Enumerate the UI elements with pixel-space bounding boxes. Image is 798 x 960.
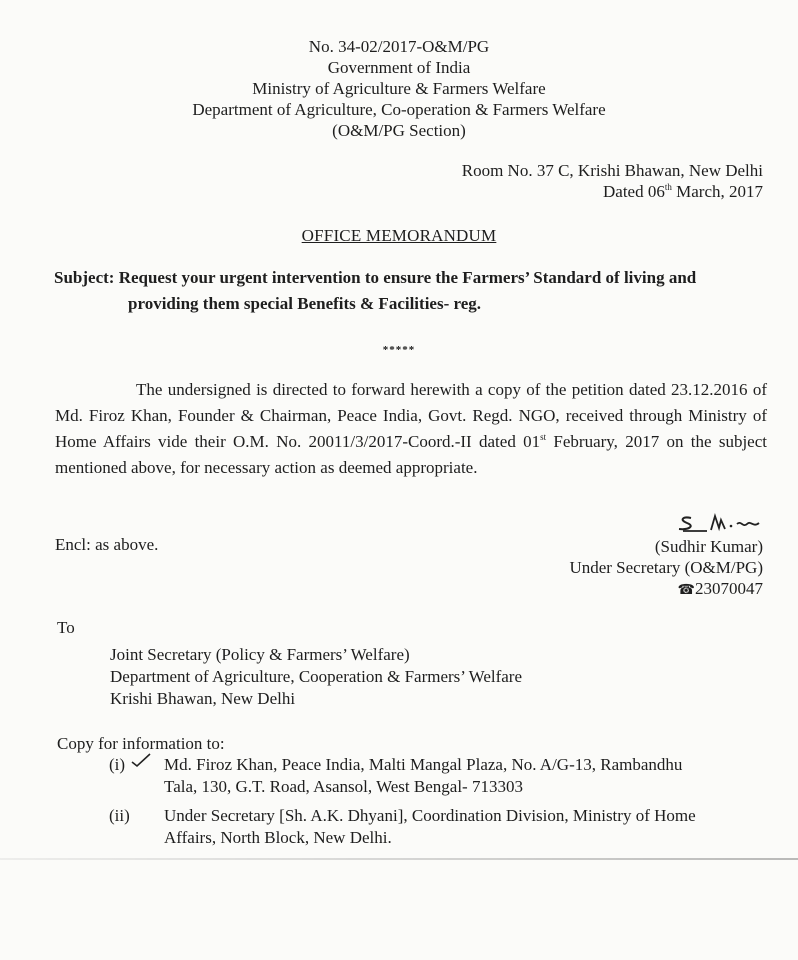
date-prefix: Dated 06 [603,182,665,201]
date-line [462,181,763,202]
subject-label: Subject: [54,268,115,287]
copy-item-line: Under Secretary [Sh. A.K. Dhyani], Coordination Division, Ministry of Home [164,806,696,825]
copy-item-marker: (ii) [109,806,130,825]
memo-title: OFFICE MEMORANDUM [301,226,497,245]
address-block [462,160,763,202]
letterhead [0,36,798,141]
addressee-block [110,644,522,710]
copy-item-line: Affairs, North Block, New Delhi. [164,828,392,847]
body-superscript: st [540,432,547,442]
addressee-line: Department of Agriculture, Cooperation & Farmers’ Welfare [110,667,523,686]
separator-stars: ***** [382,344,416,356]
room-address: Room No. 37 C, Krishi Bhawan, New Delhi [461,161,763,180]
telephone-icon: ☎ [677,582,695,598]
section-line: (O&M/PG Section) [332,121,466,140]
copy-item-1 [164,754,682,798]
government-line: Government of India [327,58,471,77]
signature-block [503,510,763,601]
copy-label: Copy for information to: [57,734,225,753]
copy-item-marker: (i) [109,755,126,774]
date-suffix: March, 2017 [671,182,763,201]
signatory-designation: Under Secretary (O&M/PG) [569,558,763,577]
enclosure-note: Encl: as above. [55,535,159,554]
file-number: No. 34-02/2017-O&M/PG [308,37,490,56]
copy-item-line: Tala, 130, G.T. Road, Asansol, West Bengal- 713303 [164,777,523,796]
subject-line-1: Request your urgent intervention to ensure the Farmers’ Standard of living and [118,268,697,287]
copy-item-line: Md. Firoz Khan, Peace India, Malti Mangal Plaza, No. A/G-13, Rambandhu [164,755,683,774]
checkmark-icon [130,752,152,774]
scan-edge-line [0,858,798,860]
addressee-line: Krishi Bhawan, New Delhi [110,689,296,708]
ministry-line: Ministry of Agriculture & Farmers Welfare [252,79,546,98]
department-line: Department of Agriculture, Co-operation & Farmers Welfare [192,100,606,119]
date-superscript: th [664,182,672,192]
body-text-2: February, 2017 on the subject mentioned above, for necessary action as deemed appropriate. [55,432,767,477]
signatory-phone [503,578,763,601]
signatory-name: (Sudhir Kumar) [654,537,763,556]
copy-item-2 [164,805,696,849]
addressee-line: Joint Secretary (Policy & Farmers’ Welfare) [110,645,410,664]
to-label: To [57,618,75,637]
subject-line-2: providing them special Benefits & Facilities- reg. [128,294,482,313]
body-text-1: The undersigned is directed to forward herewith a copy of the petition dated 23.12.2016 of Md. Firoz Khan, Founder & Chairman, Peace India, Govt. Regd. NGO, received through Ministry of Home Affairs vide their O.M. No. 20011/3/2017-Coord.-II dated 01 [55,380,767,451]
body-paragraph [55,377,767,481]
subject-block [54,265,774,317]
handwritten-signature [503,510,763,536]
phone-number: 23070047 [695,579,763,598]
